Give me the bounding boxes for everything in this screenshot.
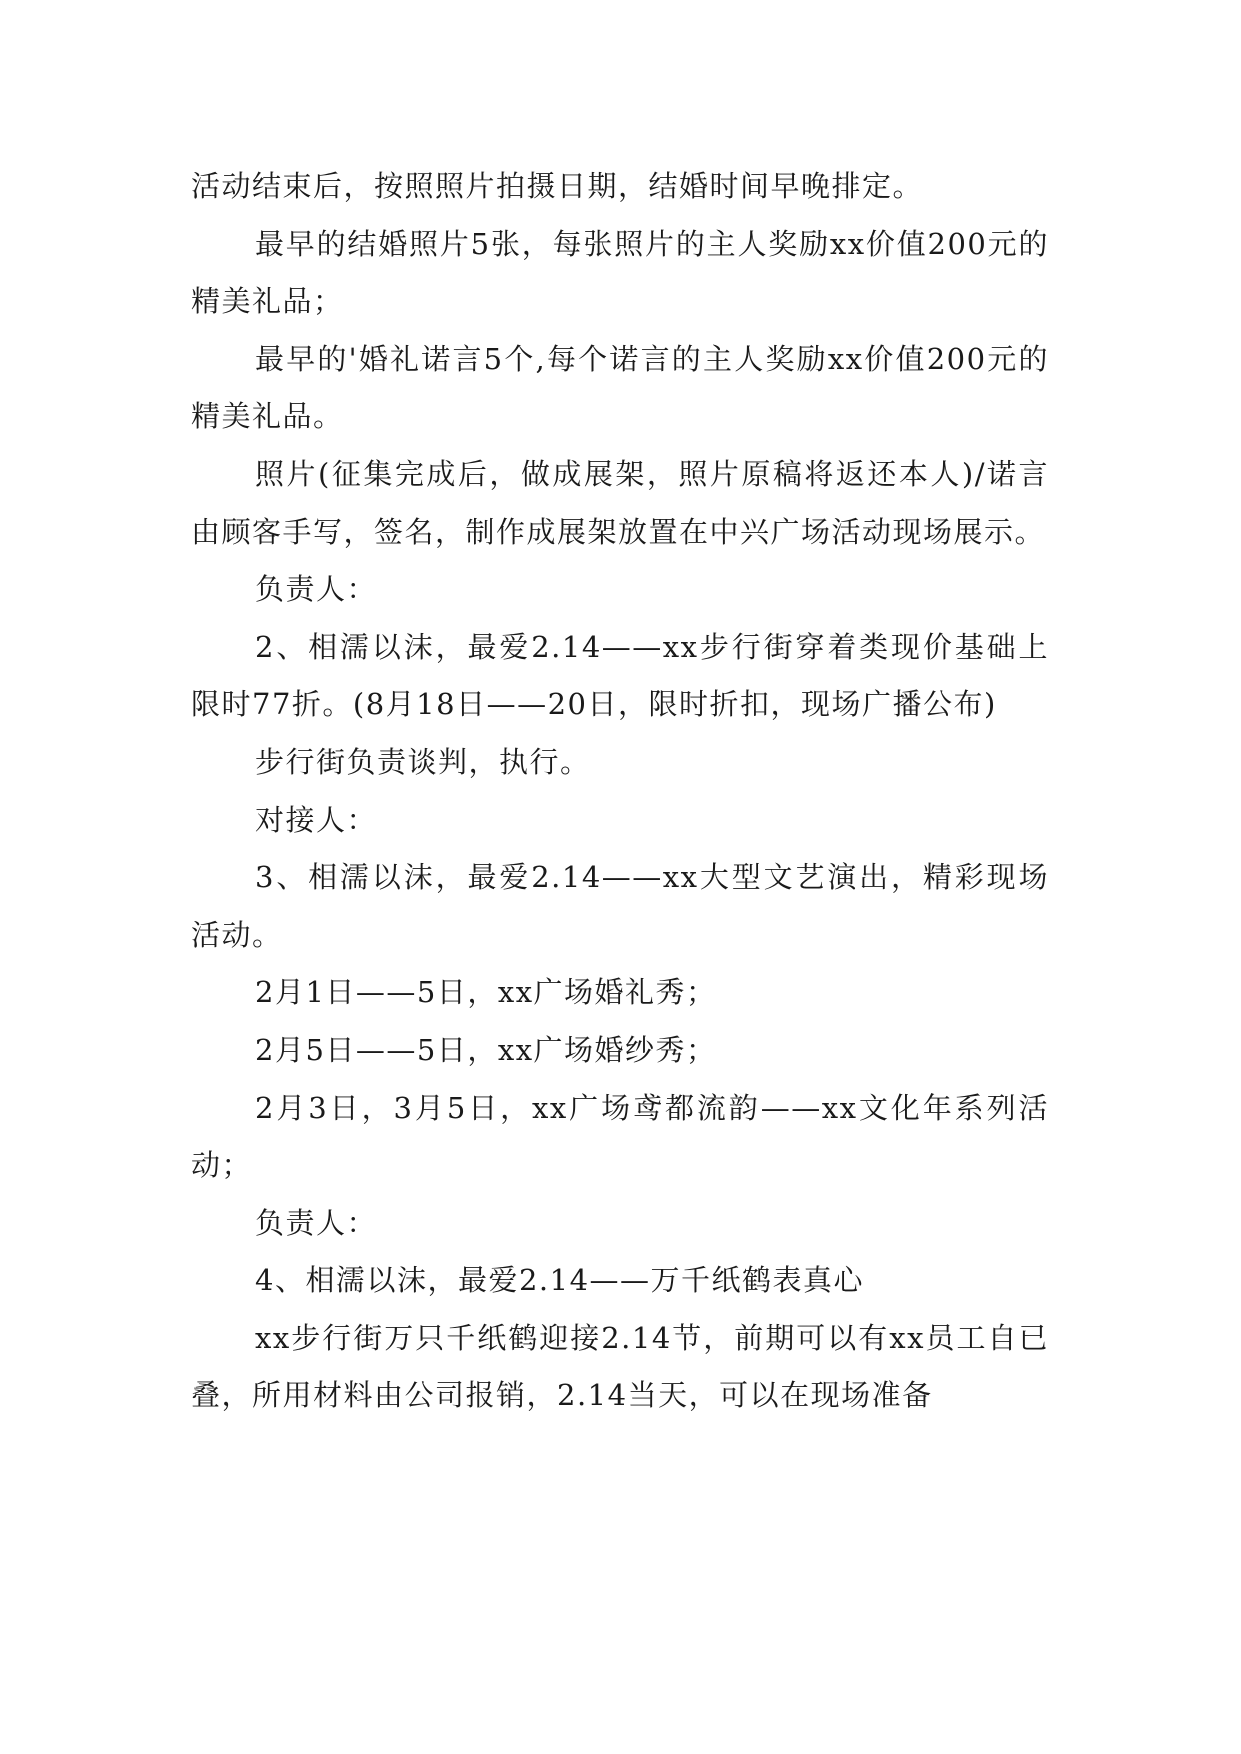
- paragraph: 对接人：: [255, 802, 378, 837]
- paragraph: 最早的结婚照片5张，每张照片的主人奖励xx价值200元的精美礼品；: [191, 226, 1049, 319]
- paragraph: 最早的'婚礼诺言5个,每个诺言的主人奖励xx价值200元的精美礼品。: [191, 341, 1049, 434]
- paragraph: 负责人：: [255, 572, 378, 607]
- document-body: [191, 158, 1049, 1425]
- paragraph: 活动结束后，按照照片拍摄日期，结婚时间早晚排定。: [191, 169, 924, 203]
- paragraph: 2、相濡以沫，最爱2.14——xx步行街穿着类现价基础上限时77折。(8月18日——20日，限时折扣，现场广播公布): [191, 629, 1049, 722]
- paragraph: 负责人：: [255, 1205, 378, 1240]
- paragraph: 2月3日，3月5日，xx广场鸢都流韵——xx文化年系列活动；: [191, 1090, 1049, 1183]
- paragraph: 4、相濡以沫，最爱2.14——万千纸鹤表真心: [255, 1263, 865, 1298]
- paragraph: 2月1日——5日，xx广场婚礼秀；: [255, 975, 717, 1010]
- paragraph: 步行街负责谈判，执行。: [255, 744, 591, 779]
- paragraph: 照片(征集完成后，做成展架，照片原稿将返还本人)/诺言由顾客手写，签名，制作成展架放置在中兴广场活动现场展示。: [191, 456, 1049, 549]
- paragraph: 3、相濡以沫，最爱2.14——xx大型文艺演出，精彩现场活动。: [191, 860, 1049, 952]
- paragraph: 2月5日——5日，xx广场婚纱秀；: [255, 1032, 717, 1067]
- paragraph: xx步行街万只千纸鹤迎接2.14节，前期可以有xx员工自已叠，所用材料由公司报销，2.14当天，可以在现场准备: [191, 1320, 1049, 1413]
